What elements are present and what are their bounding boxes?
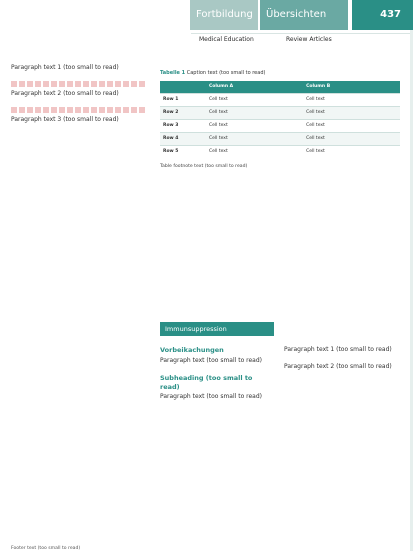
subheading: Vorbeikachungen <box>160 346 224 354</box>
table-cell: Cell text <box>303 119 400 132</box>
table-cell: Cell text <box>206 93 303 106</box>
section-heading-bar: Immunsuppression <box>160 322 274 336</box>
body-paragraph: Paragraph text 1 (too small to read) <box>284 346 392 353</box>
table-cell: Cell text <box>206 145 303 158</box>
body-paragraph: Paragraph text (too small to read) <box>160 356 263 364</box>
header-sub-medical-education: Medical Education <box>199 36 254 43</box>
header-sub-review-articles: Review Articles <box>286 36 332 43</box>
header-tab-uebersichten: Übersichten <box>260 0 348 30</box>
table-cell-key: Row 5 <box>160 145 206 158</box>
right-text-column <box>284 346 398 544</box>
page-footer: Footer text (too small to read) <box>11 546 81 551</box>
page-number: 437 <box>352 0 413 30</box>
middle-text-column <box>160 346 274 544</box>
table-cell-key: Row 4 <box>160 132 206 145</box>
table-cell-key: Row 2 <box>160 106 206 119</box>
table-block <box>160 70 400 170</box>
table-row <box>160 145 400 158</box>
table-cell: Cell text <box>303 132 400 145</box>
table-caption-label: Tabelle 1 <box>160 70 186 76</box>
table-cell: Cell text <box>206 132 303 145</box>
table-cell-key: Row 3 <box>160 119 206 132</box>
table-caption-text: Caption text (too small to read) <box>186 70 266 76</box>
body-paragraph: Paragraph text 2 (too small to read) <box>284 362 392 370</box>
table-header-cell: Column B <box>303 81 400 94</box>
body-paragraph: Paragraph text 3 (too small to read) <box>11 115 119 123</box>
left-text-column <box>11 64 146 538</box>
table-row <box>160 93 400 106</box>
page-header <box>0 0 413 56</box>
table-cell: Cell text <box>303 93 400 106</box>
highlight-line <box>11 107 146 113</box>
table-row <box>160 106 400 119</box>
table-caption <box>160 70 400 77</box>
table-footnote: Table footnote text (too small to read) <box>160 163 248 169</box>
comparison-table <box>160 81 400 158</box>
table-row <box>160 132 400 145</box>
header-divider <box>191 33 413 34</box>
table-cell: Cell text <box>206 106 303 119</box>
table-header-row <box>160 81 400 94</box>
header-tab-fortbildung: Fortbildung <box>190 0 258 30</box>
table-cell: Cell text <box>303 145 400 158</box>
table-cell-key: Row 1 <box>160 93 206 106</box>
highlight-line <box>11 81 146 87</box>
subheading: Subheading (too small to read) <box>160 373 253 391</box>
table-row <box>160 119 400 132</box>
body-paragraph: Paragraph text (too small to read) <box>160 393 263 401</box>
table-cell: Cell text <box>206 119 303 132</box>
table-cell: Cell text <box>303 106 400 119</box>
body-paragraph: Paragraph text 1 (too small to read) <box>11 64 119 71</box>
table-header-cell: Column A <box>206 81 303 94</box>
body-paragraph: Paragraph text 2 (too small to read) <box>11 89 119 97</box>
table-header-cell <box>160 81 206 94</box>
